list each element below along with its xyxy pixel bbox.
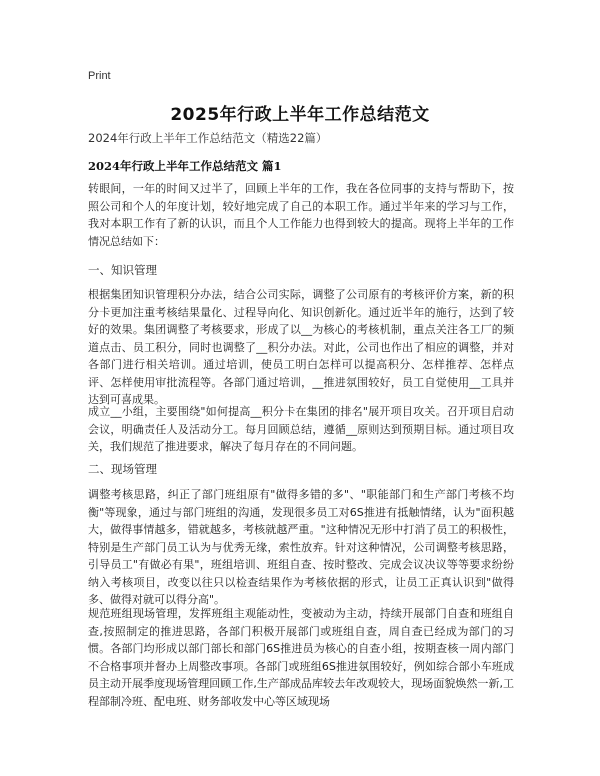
page-title: 2025年行政上半年工作总结范文 [170,105,430,125]
knowledge-paragraph-1: 根据集团知识管理积分办法，结合公司实际，调整了公司原有的考核评价方案，新的积分卡更加注重考核结果量化、过程导向化、知识创新化。通过近半年的施行，达到了较好的效果。集团调整了考核要求，形成了以__为核心的考核机制，重点关注各工厂的频道点击、员工积分，同时也调整了__积分办法。对此，公司也作出了相应的调整，并对各部门进行相关培训。通过培训，使员工明白怎样可以提高积分、怎样推荐、怎样点评、怎样使用审批流程等。各部门通过培训，__推进氛围较好，员工自觉使用__工具并达到可喜成果。 [88,288,514,406]
document-subtitle: 2024年行政上半年工作总结范文（精选22篇） [88,131,328,145]
article-heading: 2024年行政上半年工作总结范文 篇1 [88,159,282,173]
site-paragraph-2: 规范班组现场管理，发挥班组主观能动性，变被动为主动，持续开展部门自查和班组自查,按照制定的推进思路，各部门积极开展部门或班组自查，周自查已经成为部门的习惯。各部门均形成以部门部长和部门6S推进员为核心的自查小组，按期查核一周内部门不合格事项并督办上周整改事项。各部门或班组6S推进氛围较好，例如综合部小车班成员主动开展季度现场管理回顾工作,生产部成品库较去年改观较大，现场面貌焕然一新,工程部制冷班、配电班、财务部收发中心等区域现场 [88,607,514,708]
site-paragraph-1: 调整考核思路，纠正了部门班组原有"做得多错的多"、"职能部门和生产部门考核不均衡"等现象，通过与部门班组的沟通，发现很多员工对6S推进有抵触情绪，认为"面积越大，做得事情越多，错就越多，考核就越严重。"这种情况无形中打消了员工的积极性，特别是生产部门员工认为与优秀无缘，索性放弃。针对这种情况，公司调整考核思路，引导员工"有做必有果"，班组培训、班组自查、按时整改、完成会议决议等等要求纷纷纳入考核项目，改变以往只以检查结果作为考核依据的形式，让员工正真认识到"做得多、做得对就可以得分高"。 [88,488,514,606]
print-label[interactable]: Print [88,70,111,82]
knowledge-paragraph-2: 成立__小组，主要围绕"如何提高__积分卡在集团的排名"展开项目攻关。召开项目启动会议，明确责任人及活动分工。每月回顾总结，遵循__原则达到预期目标。通过项目攻关，我们规范了推进要求，解决了每月存在的不同问题。 [88,405,514,453]
intro-paragraph: 转眼间，一年的时间又过半了，回顾上半年的工作，我在各位同事的支持与帮助下，按照公司和个人的年度计划，较好地完成了自己的本职工作。通过半年来的学习与工作，我对本职工作有了新的认识，而且个人工作能力也得到较大的提高。现将上半年的工作情况总结如下： [88,182,514,248]
section-title-knowledge: 一、知识管理 [88,263,157,277]
section-title-site: 二、现场管理 [88,462,157,476]
